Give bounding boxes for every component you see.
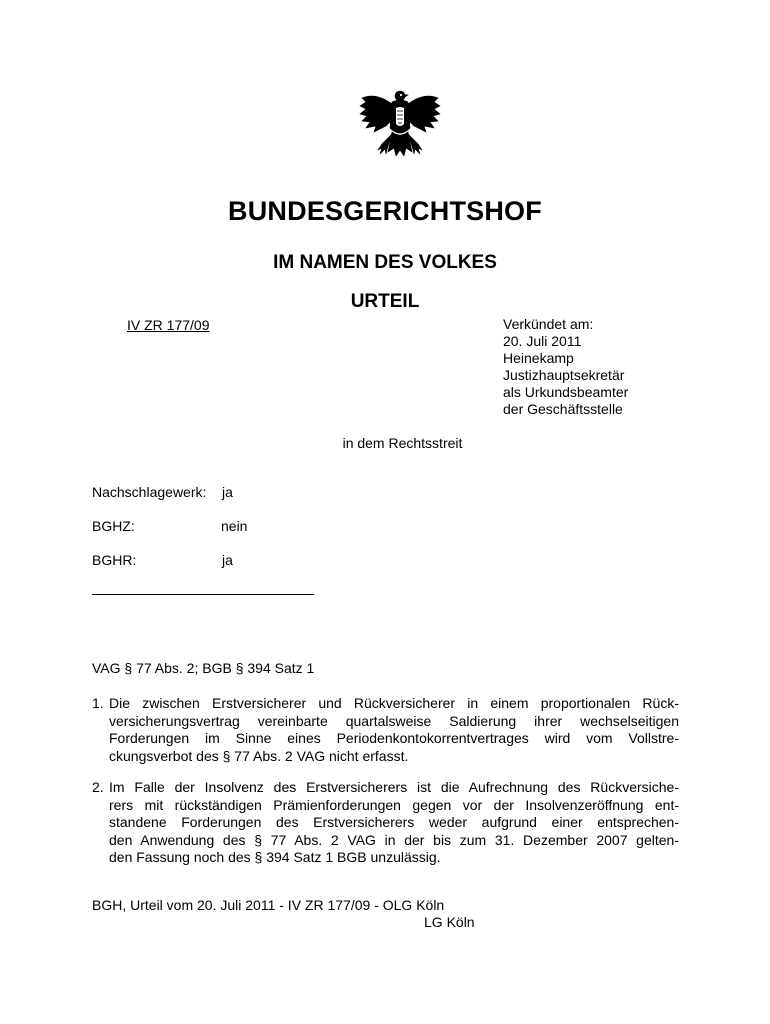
headnote-line: Forderungen im Sinne eines Periodenkontokorrentvertrages wird vom Vollstre- [109, 730, 679, 746]
pronouncement-line: Heinekamp [503, 350, 574, 366]
classification-row [92, 552, 392, 570]
citation-line-2: LG Köln [424, 914, 475, 930]
headnote-line: versicherungsvertrag vereinbarte quartalsweise Saldierung ihrer wechselseitigen [109, 712, 679, 729]
citation-line-1: BGH, Urteil vom 20. Juli 2011 - IV ZR 177/09 - OLG Köln [92, 897, 445, 913]
pronouncement-line: 20. Juli 2011 [503, 333, 582, 349]
judgment-formula: IM NAMEN DES VOLKES [273, 252, 497, 273]
separator-line [92, 594, 314, 595]
pronouncement-line: der Geschäftsstelle [503, 401, 623, 417]
classification-row [92, 484, 392, 502]
citation [92, 897, 475, 930]
classification-label: BGHR: [92, 552, 137, 568]
classification-row [92, 518, 392, 536]
headnote-line: rers mit rückständigen Prämienforderungen gegen vor der Insolvenzeröffnung ent- [109, 796, 679, 813]
headnote-line: den Fassung noch des § 394 Satz 1 BGB unzulässig. [109, 849, 441, 865]
pronouncement-line: als Urkundsbeamter [503, 384, 629, 400]
headnote-2 [92, 779, 679, 867]
headnote-line: Die zwischen Erstversicherer und Rückversicherer in einem proportionalen Rück- [109, 695, 679, 711]
headnote-number: 1. [92, 695, 104, 711]
headnote-line: den Anwendung des § 77 Abs. 2 VAG in der bis zum 31. Dezember 2007 gelten- [109, 831, 679, 848]
headnote-1 [92, 695, 679, 765]
court-name: BUNDESGERICHTSHOF [228, 196, 542, 226]
proceedings-label: in dem Rechtsstreit [342, 435, 463, 451]
headnote-line: Im Falle der Insolvenz des Erstversicherers ist die Aufrechnung des Rückversiche- [109, 779, 679, 795]
norms-line: VAG § 77 Abs. 2; BGB § 394 Satz 1 [92, 660, 315, 676]
headnote-line: ckungsverbot des § 77 Abs. 2 VAG nicht erfasst. [109, 747, 409, 764]
headnote-number: 2. [92, 779, 104, 795]
pronouncement-line: Justizhauptsekretär [503, 367, 625, 383]
federal-eagle-seal [356, 86, 444, 168]
case-number: IV ZR 177/09 [127, 317, 210, 333]
document-type: URTEIL [350, 291, 420, 312]
pronouncement-line: Verkündet am: [503, 316, 594, 332]
classification-value: nein [221, 518, 248, 534]
classification-label: BGHZ: [92, 518, 135, 534]
classification-value: ja [222, 484, 233, 500]
classification-value: ja [222, 552, 233, 568]
headnote-line: standene Forderungen des Erstversicherers weder aufgrund einer entsprechen- [109, 814, 679, 830]
pronouncement-block [503, 316, 628, 418]
classification-label: Nachschlagewerk: [92, 484, 207, 500]
